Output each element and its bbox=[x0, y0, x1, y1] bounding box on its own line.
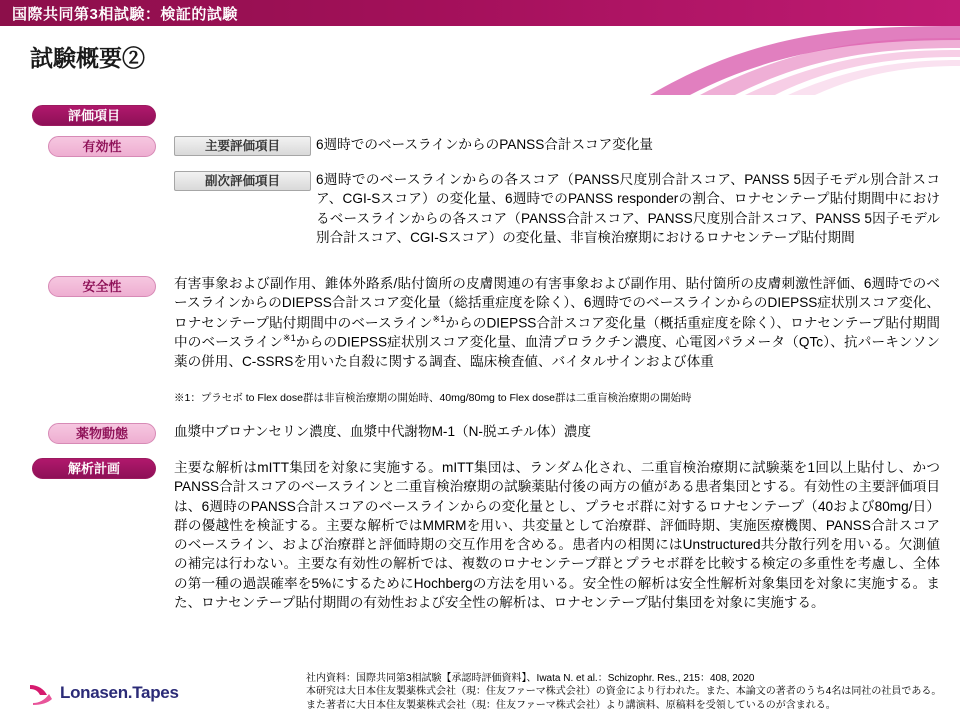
page-title: 試験概要② bbox=[30, 45, 145, 71]
sublabel-secondary-endpoint: 副次評価項目 bbox=[174, 171, 311, 191]
pill-safety: 安全性 bbox=[48, 276, 156, 297]
footnote-marker-1: ※1 bbox=[432, 313, 446, 324]
footer-note-line-3: また著者に大日本住友製薬株式会社（現：住友ファーマ株式会社）より講演料、原稿料を受領しているのが含まれる。 bbox=[306, 699, 836, 711]
pill-efficacy: 有効性 bbox=[48, 136, 156, 157]
text-pharmacokinetics: 血漿中ブロナンセリン濃度、血漿中代謝物M-1（N-脱エチル体）濃度 bbox=[174, 424, 592, 439]
text-safety bbox=[174, 274, 940, 372]
text-safety-part1: 有害事象および副作用、錐体外路系/貼付箇所の皮膚関連の有害事象および副作用、貼付箇所の皮膚刺激性評価、6週時でのベースラインからのDIEPSS合計スコア変化量（総括重症度を除く）、6週時でのベースラインからのDIEPSS症状別スコア変化、ロナセンテープ貼付期間中のベースライン bbox=[174, 276, 940, 331]
footer-note-line-1: 社内資料：国際共同第3相試験【承認時評価資料】、Iwata N. et al.：Schizophr. Res., 215：408, 2020 bbox=[306, 672, 755, 684]
footer-logo-text: Lonasen.Tapes bbox=[60, 683, 179, 702]
pill-analysis-plan: 解析計画 bbox=[32, 458, 156, 479]
lonasen-logo-icon bbox=[28, 680, 54, 706]
pill-pharmacokinetics: 薬物動態 bbox=[48, 423, 156, 444]
text-analysis-plan: 主要な解析はmITT集団を対象に実施する。mITT集団は、ランダム化され、二重盲検治療期に試験薬を1回以上貼付し、かつPANSS合計スコアのベースラインと二重盲検治療期の試験薬貼付後の両方の値がある患者集団とする。有効性の主要評価項目は、6週時のPANSS合計スコアのベースラインからの変化量とし、プラセボ群に対するロナセンテープ（40および80mg/日）群の優越性を検証する。主要な解析ではMMRMを用い、共変量として治療群、評価時期、実施医療機関、PANSS合計スコアのベースライン、および治療群と評価時期の交互作用を含める。患者内の相関にはUnstructured共分散行列を用いる。欠測値の補完は行わない。主要な有効性の解析では、複数のロナセンテープ群とプラセボ群を比較する検定の多重性を考慮し、全体の第一種の過誤確率を5%にするためにHochbergの方法を用いる。安全性の解析は安全性解析対象集団を対象に実施する。また、ロナセンテープ貼付期間の有効性および安全性の解析は、ロナセンテープ貼付集団を対象に実施する。 bbox=[174, 460, 940, 611]
text-primary-endpoint: 6週時でのベースラインからのPANSS合計スコア変化量 bbox=[316, 137, 654, 152]
header-title: 国際共同第3相試験：検証的試験 bbox=[12, 6, 238, 23]
text-safety-footnote: ※1：プラセボ to Flex dose群は非盲検治療期の開始時、40mg/80mg to Flex dose群は二重盲検治療期の開始時 bbox=[174, 392, 692, 404]
footer-references bbox=[306, 672, 946, 713]
sublabel-primary-endpoint: 主要評価項目 bbox=[174, 136, 311, 156]
pill-evaluation-items: 評価項目 bbox=[32, 105, 156, 126]
text-safety-part3: からのDIEPSS症状別スコア変化量、血清プロラクチン濃度、心電図パラメータ（QTc）、抗パーキンソン薬の併用、C-SSRSを用いた自殺に関する調査、臨床検査値、バイタルサインおよび体重 bbox=[174, 334, 940, 370]
text-safety-part2: からのDIEPSS合計スコア変化量（概括重症度を除く）、ロナセンテープ貼付期間中のベースライン bbox=[174, 315, 940, 350]
footnote-marker-2: ※1 bbox=[283, 333, 296, 344]
text-secondary-endpoint: 6週時でのベースラインからの各スコア（PANSS尺度別合計スコア、PANSS 5因子モデル別合計スコア、CGI-Sスコア）の変化量、6週時でのPANSS responderの割合、ロナセンテープ貼付期間中におけるベースラインからの各スコア（PANSS合計スコア、PANSS尺度別合計スコア、PANSS 5因子モデル別合計スコア、CGI-Sスコア）の変化量、非盲検治療期におけるロナセンテープ貼付期間 bbox=[316, 172, 940, 245]
footer-note-line-2: 本研究は大日本住友製薬株式会社（現：住友ファーマ株式会社）の資金により行われた。また、本論文の著者のうち4名は同社の社員である。 bbox=[306, 686, 942, 697]
footer-logo bbox=[28, 680, 179, 706]
